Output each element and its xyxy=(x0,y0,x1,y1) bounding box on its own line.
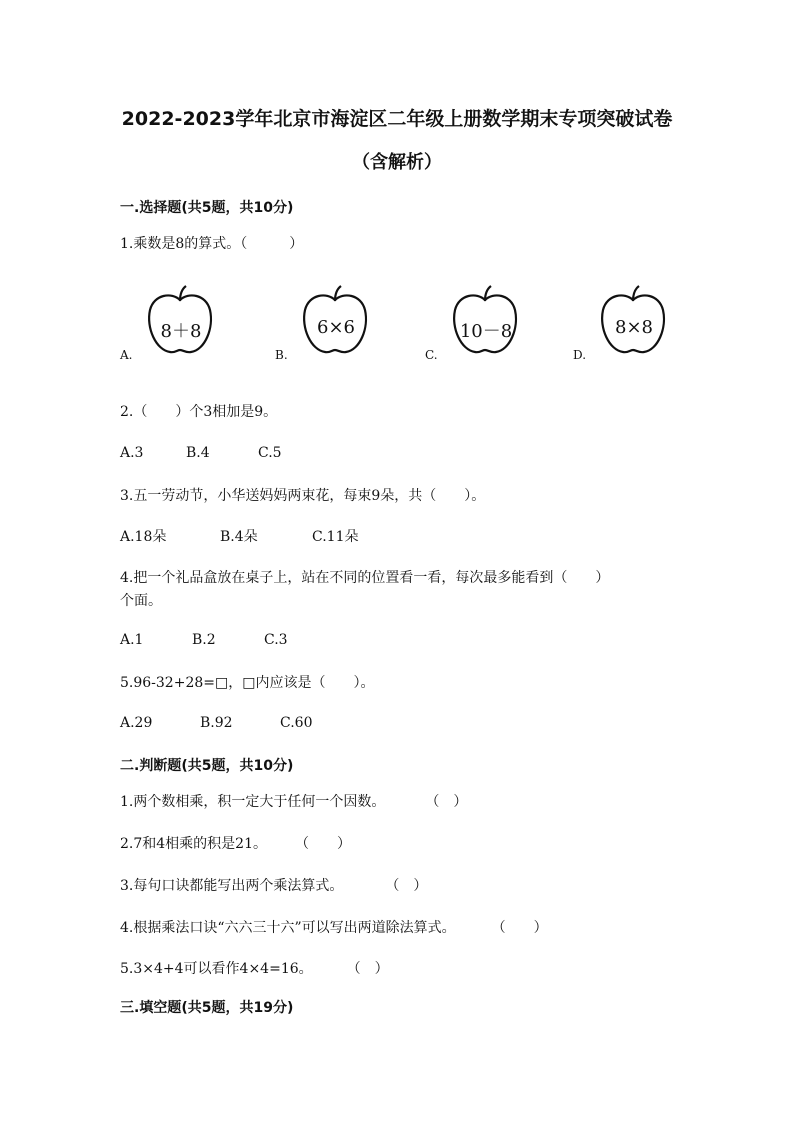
judge-text: 3.每句口诀都能写出两个乘法算式。 xyxy=(120,878,344,894)
judge-question-1 xyxy=(120,791,467,811)
question-4-options xyxy=(120,632,288,648)
judge-question-2 xyxy=(120,833,351,853)
option-b-apple xyxy=(275,284,415,364)
question-3-options xyxy=(120,526,358,546)
option-c: C.60 xyxy=(280,715,313,731)
option-b: B.4朵 xyxy=(220,529,258,545)
question-5-options xyxy=(120,715,312,731)
option-c: C.5 xyxy=(258,445,282,461)
option-a: A.29 xyxy=(120,715,153,731)
section-heading-judge: 二.判断题(共5题，共10分) xyxy=(120,758,294,774)
option-a-expr: 8＋8 xyxy=(160,321,202,342)
question-2: 2.（ ）个3相加是9。 xyxy=(120,404,278,420)
option-b-label: B. xyxy=(275,348,288,362)
option-a-label: A. xyxy=(120,348,133,362)
option-c: C.11朵 xyxy=(312,529,359,545)
question-4-cont: 个面。 xyxy=(120,593,162,609)
judge-question-3 xyxy=(120,875,427,895)
answer-paren: （ ） xyxy=(385,878,428,894)
option-c-apple xyxy=(425,284,565,364)
page-title: 2022-2023学年北京市海淀区二年级上册数学期末专项突破试卷 xyxy=(121,108,673,130)
option-d-label: D. xyxy=(573,348,587,362)
option-c: C.3 xyxy=(264,632,288,648)
judge-text: 2.7和4相乘的积是21。 xyxy=(120,836,267,852)
option-b-expr: 6×6 xyxy=(317,317,355,338)
option-c-expr: 10－8 xyxy=(459,321,513,342)
option-b: B.2 xyxy=(192,632,216,648)
section-heading-fill: 三.填空题(共5题，共19分) xyxy=(120,1000,294,1016)
option-b: B.92 xyxy=(200,715,233,731)
judge-question-5 xyxy=(120,958,389,978)
option-c-label: C. xyxy=(425,348,438,362)
answer-paren: （ ） xyxy=(295,836,351,852)
option-a: A.1 xyxy=(120,632,144,648)
judge-text: 1.两个数相乘，积一定大于任何一个因数。 xyxy=(120,794,386,810)
option-a: A.3 xyxy=(120,445,144,461)
option-a-apple xyxy=(120,284,260,364)
judge-question-4 xyxy=(120,917,548,937)
option-a: A.18朵 xyxy=(120,529,167,545)
question-3: 3.五一劳动节，小华送妈妈两束花，每束9朵，共（ ）。 xyxy=(120,488,486,504)
answer-paren: （ ） xyxy=(491,920,548,936)
answer-paren: （ ） xyxy=(425,794,468,810)
question-5: 5.96-32+28=□，□内应该是（ ）。 xyxy=(120,675,375,691)
option-b: B.4 xyxy=(186,445,210,461)
option-d-expr: 8×8 xyxy=(615,317,653,338)
question-1: 1.乘数是8的算式。（ ） xyxy=(120,236,304,252)
answer-paren: （ ） xyxy=(346,961,389,977)
judge-text: 5.3×4+4可以看作4×4=16。 xyxy=(120,961,313,977)
option-d-apple xyxy=(573,284,713,364)
question-4: 4.把一个礼品盒放在桌子上，站在不同的位置看一看，每次最多能看到（ ） xyxy=(120,570,610,586)
section-heading-choice: 一.选择题(共5题，共10分) xyxy=(120,200,294,216)
page-subtitle: （含解析） xyxy=(352,152,442,173)
judge-text: 4.根据乘法口诀“六六三十六”可以写出两道除法算式。 xyxy=(120,920,456,936)
question-2-options xyxy=(120,445,282,461)
